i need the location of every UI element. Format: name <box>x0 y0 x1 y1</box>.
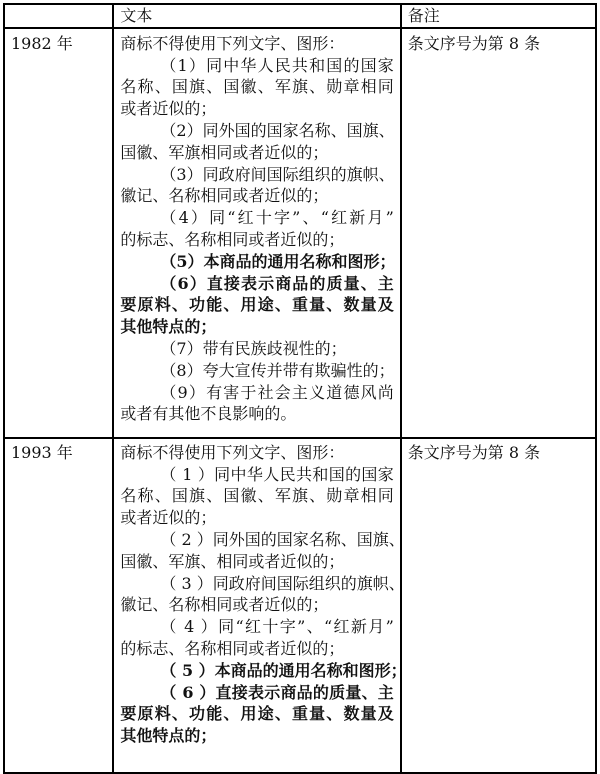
header-year <box>4 4 113 28</box>
text-line: 要原料、功能、用途、重量、数量及 <box>120 704 394 724</box>
law-comparison-table <box>3 3 597 774</box>
text-line: （2）同外国的国家名称、国旗、 <box>160 120 395 140</box>
text-line: （7）带有民族歧视性的； <box>160 338 347 358</box>
text-line: 徽记、名称相同或者近似的； <box>120 595 329 615</box>
text-line: 要原料、功能、用途、重量、数量及 <box>120 295 394 315</box>
text-line: （6）直接表示商品的质量、主 <box>160 273 394 293</box>
text-line: 其他特点的； <box>120 317 217 337</box>
text-line: （4）同“红十字”、“红新月” <box>160 208 394 228</box>
text-line: 的标志、名称相同或者近似的； <box>120 638 345 658</box>
text-line: （ 1 ）同中华人民共和国的国家 <box>160 464 394 484</box>
text-line: （ 5 ）本商品的通用名称和图形； <box>160 660 407 680</box>
text-line: 名称、国旗、国徽、军旗、勋章相同 <box>120 77 394 97</box>
text-line: 其他特点的； <box>120 726 217 746</box>
text-line: 名称、国旗、国徽、军旗、勋章相同 <box>120 486 394 506</box>
text-line: （8）夸大宣传并带有欺骗性的； <box>160 360 395 380</box>
header-text: 文本 <box>113 4 400 28</box>
text-line: （5）本商品的通用名称和图形； <box>160 251 396 271</box>
year-cell: 1982 年 <box>4 28 113 438</box>
text-cell <box>113 28 400 438</box>
text-line: （ 6 ）直接表示商品的质量、主 <box>160 682 394 702</box>
text-line: 商标不得使用下列文字、图形： <box>120 33 345 53</box>
note-cell: 条文序号为第 8 条 <box>401 28 596 438</box>
text-line: （ 3 ）同政府间国际组织的旗帜、 <box>160 573 405 593</box>
text-line: 或者近似的； <box>120 99 217 119</box>
header-row <box>4 4 596 28</box>
text-line: 国徽、军旗、相同或者近似的； <box>120 551 345 571</box>
text-cell <box>113 438 407 773</box>
year-cell: 1993 年 <box>4 438 113 773</box>
table-row <box>4 28 596 438</box>
text-line: 或者近似的； <box>120 508 217 528</box>
note-cell: 条文序号为第 8 条 <box>401 438 596 773</box>
text-line: （3）同政府间国际组织的旗帜、 <box>160 164 395 184</box>
text-line: 的标志、名称相同或者近似的； <box>120 229 345 249</box>
text-line: 徽记、名称相同或者近似的； <box>120 186 329 206</box>
text-line: （ 4 ）同“红十字”、“红新月” <box>160 617 394 637</box>
text-line: 国徽、军旗相同或者近似的； <box>120 142 329 162</box>
text-line: （1）同中华人民共和国的国家 <box>160 55 394 75</box>
text-line: 商标不得使用下列文字、图形： <box>120 442 345 462</box>
table-row <box>4 438 596 773</box>
header-note: 备注 <box>401 4 596 28</box>
text-line: （ 2 ）同外国的国家名称、国旗、 <box>160 529 405 549</box>
text-line: （9）有害于社会主义道德风尚 <box>160 382 394 402</box>
text-line: 或者有其他不良影响的。 <box>120 404 297 424</box>
